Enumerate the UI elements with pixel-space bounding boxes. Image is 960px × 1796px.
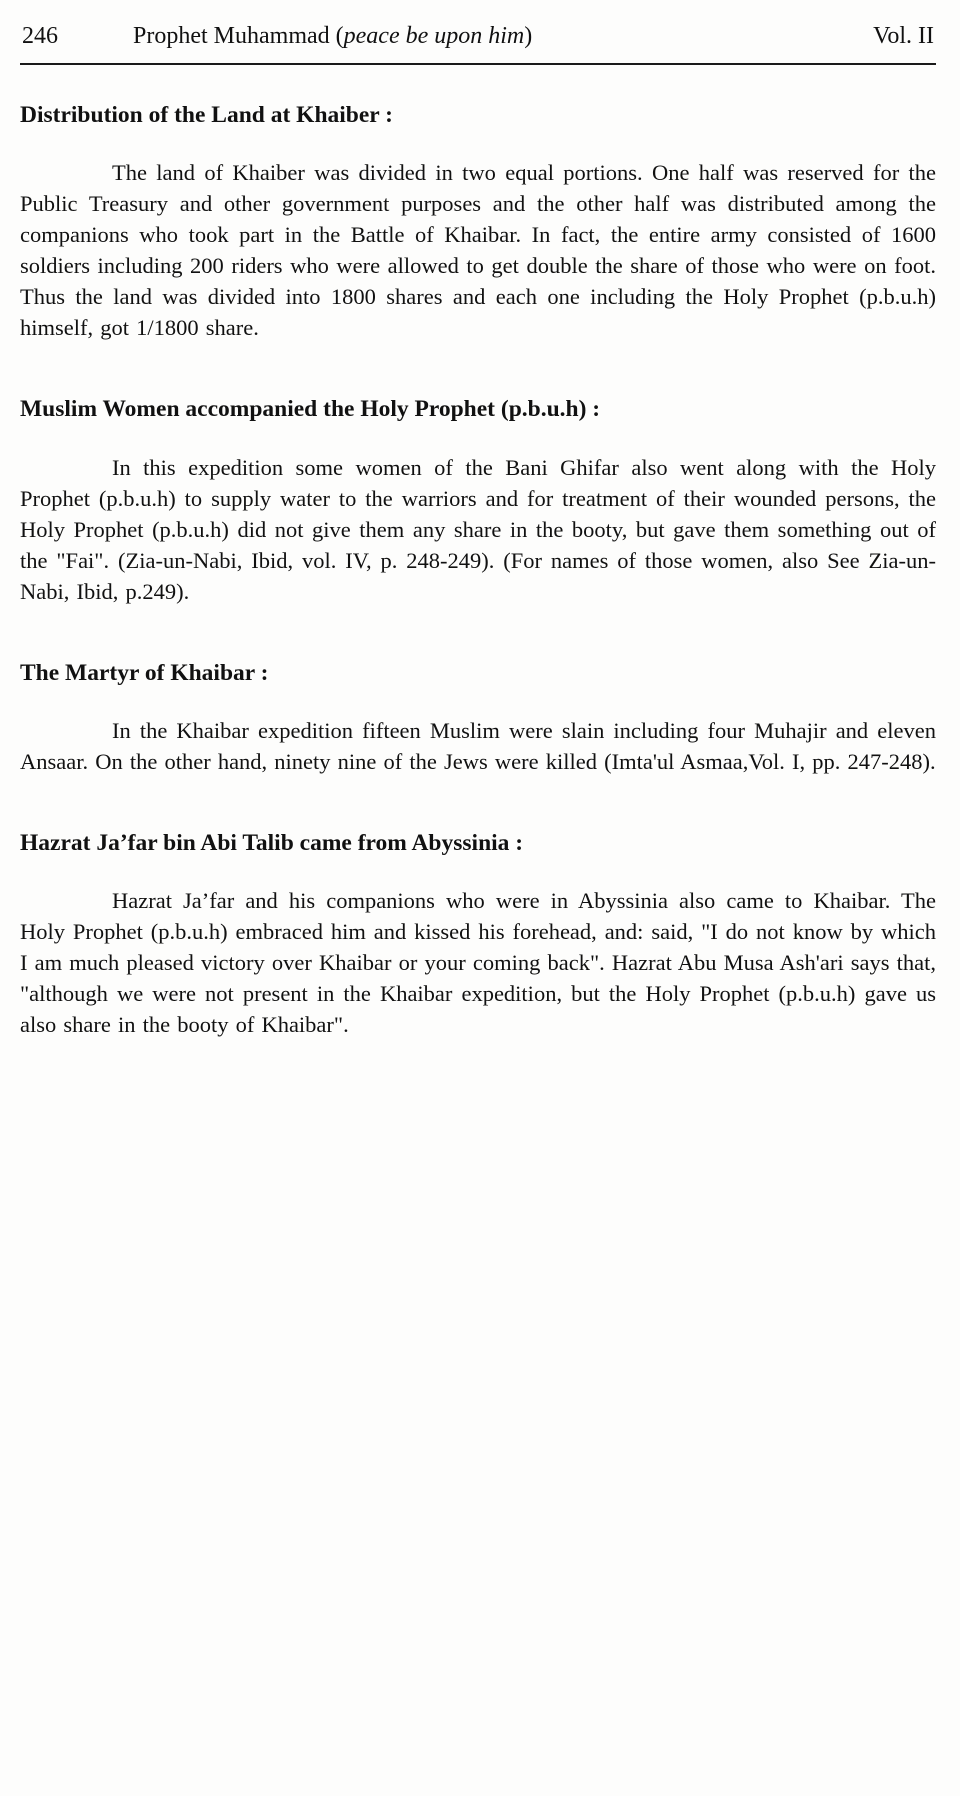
volume-label: Vol. II — [873, 23, 934, 49]
section-paragraph-distribution: The land of Khaiber was divided in two equal portions. One half was reserved for the Public Treasury and other government purposes and the other half was distributed among the companions who took part in the Battle of Khaibar. In fact, the entire army consisted of 1600 soldiers including 200 riders who were allowed to get double the share of those who were on foot. Thus the land was divided into 1800 shares and each one including the Holy Prophet (p.b.u.h) himself, got 1/1800 share. — [20, 160, 936, 341]
section-heading-muslim-women: Muslim Women accompanied the Holy Prophet (p.b.u.h) : — [20, 396, 601, 423]
section-heading-martyr: The Martyr of Khaibar : — [20, 659, 269, 686]
book-title-prefix: Prophet Muhammad ( — [133, 23, 344, 49]
book-title — [133, 22, 833, 51]
section-heading-jafar: Hazrat Ja’far bin Abi Talib came from Abyssinia : — [20, 829, 524, 856]
page-number: 246 — [22, 23, 58, 49]
section-paragraph-jafar: Hazrat Ja’far and his companions who were in Abyssinia also came to Khaibar. The Holy Prophet (p.b.u.h) embraced him and kissed his forehead, and: said, "I do not know by which I am much pleased victory over Khaibar or your coming back". Hazrat Abu Musa Ash'ari says that, "although we were not present in the Khaibar expedition, but the Holy Prophet (p.b.u.h) gave us also share in the booty of Khaibar". — [20, 888, 936, 1038]
section-paragraph-martyr: In the Khaibar expedition fifteen Muslim were slain including four Muhajir and eleven Ansaar. On the other hand, ninety nine of the Jews were killed (Imta'ul Asmaa,Vol. I, pp. 247-248). — [20, 717, 936, 774]
page-header — [20, 18, 936, 61]
book-title-italic: peace be upon him — [343, 23, 525, 49]
section-paragraph-muslim-women: In this expedition some women of the Bani Ghifar also went along with the Holy Prophet (p.b.u.h) to supply water to the warriors and for treatment of their wounded persons, the Holy Prophet (p.b.u.h) did not give them any share in the booty, but gave them something out of the "Fai". (Zia-un-Nabi, Ibid, vol. IV, p. 248-249). (For names of those women, also See Zia-un-Nabi, Ibid, p.249). — [20, 454, 936, 604]
section-heading-distribution: Distribution of the Land at Khaiber : — [20, 101, 393, 128]
header-divider — [20, 63, 936, 65]
book-title-suffix: ) — [524, 23, 533, 49]
